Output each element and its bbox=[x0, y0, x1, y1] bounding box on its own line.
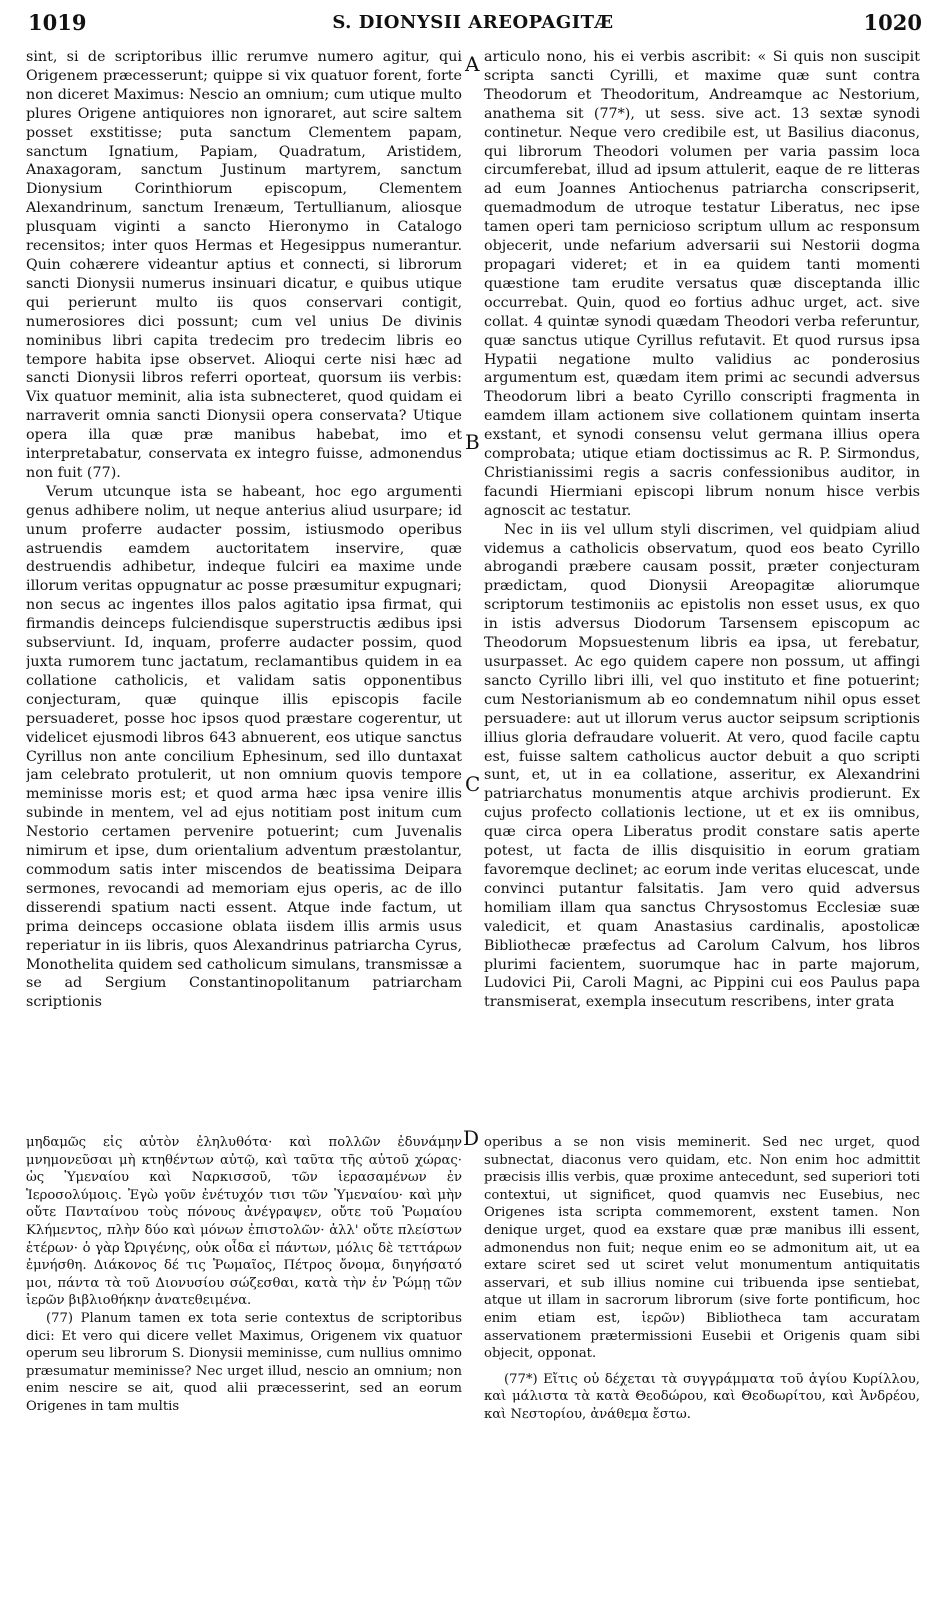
page-number-right: 1020 bbox=[863, 10, 922, 35]
greek-footnote-text: μηδαμῶς εἰς αὐτὸν ἐληλυθότα· καὶ πολλῶν ἐδυνάμην μνημονεῦσαι μὴ κτηθέντων αὐτῷ, καὶ ταῦτα τῆς αὐτοῦ χώρας· ὡς Ὑμεναίου καὶ Ναρκισσοῦ, τῶν ἱερασαμένων ἐν Ἱεροσολύμοις. Ἐγὼ γοῦν ἐνέτυχόν τισι τῶν Ὑμεναίου· καὶ μὴν οὔτε Πανταίνου τοὺς πόνους ἀνέγραψεν, οὔτε τοῦ Ῥωμαίου Κλήμεντος, πλὴν δύο καὶ μόνων ἐπιστολῶν· ἀλλ' οὔτε πλείστων ἑτέρων· ὁ γὰρ Ὠριγένης, οὐκ οἶδα εἰ πάντων, μόλις δὲ τεττάρων ἐμνήσθη. Διάκονος δέ τις Ῥωμαῖος, Πέτρος ὄνομα, διηγήσατό μοι, πάντα τὰ τοῦ Διονυσίου σώζεσθαι, κατὰ τὴν ἐν Ῥώμῃ τῶν ἱερῶν βιβλιοθήκην ἀνατεθειμένα. bbox=[26, 1135, 462, 1309]
running-title: S. DIONYSII AREOPAGITÆ bbox=[332, 12, 614, 33]
right-paragraph-2: Nec in iis vel ullum styli discrimen, vel quidpiam aliud videmus a catholicis observatum, quod eos beato Cyrillo abrogandi præbere causam possit, præter conjecturam prædictam, quod Dionysii Areopagitæ aliorumque scriptorum testimoniis ac epistolis non esset usus, ex quo in istis adversus Diodorum Tarsensem episcopum ac Theodorum Mopsuestenum libris ea ipsa, ut ferebatur, usurpasset. Ac ego quidem capere non possum, ut affingi sancto Cyrillo libri illi, vel quo instituto et fine potuerint; cum Nestorianismum ab eo condemnatum nihil opus esset persuadere: aut ut illorum verus auctor seipsum scriptionis illius gloria defraudare voluerit. At vero, quod facile captu est, fuisse saltem catholicus auctor debuit a quo scripti sunt, et, ut in ea collatione, asseritur, ex Alexandrini patriarchatus monumentis atque archivis prodierunt. Ex cujus profecto collationis lectione, ut et ex iis omnibus, quæ circa opera Liberatus prodit constare satis aperte potest, ut facta de illis disquisitio in eorum gratiam favoremque declinet; ac eorum inde veritas elucescat, unde convinci putantur falsitatis. Jam vero quid adversus homiliam illam qua sanctus Chrysostomus Ecclesiæ suæ valedicit, et quam Anastasius cardinalis, apostolicæ Bibliothecæ præfectus ad Carolum Calvum, hos libros plurimi facientem, suorumque hac in parte majorum, Ludovici Pii, Caroli Magni, ac Pippini cui eos Paulus papa transmiserat, exempla insecutum rescribens, inter grata bbox=[484, 521, 920, 1011]
left-paragraph-1: sint, si de scriptoribus illic rerumve numero agitur, qui Origenem præcesserunt; quippe si vix quatuor forent, forte non diceret Maximus: Nescio an omnium; cum utique multo plures Origene antiquiores non ignoraret, aut scire saltem posset exstitisse; puta sanctum Clementem papam, sanctum Ignatium, Papiam, Quadratum, Aristidem, Anaxagoram, sanctum Justinum martyrem, sanctum Dionysium Corinthiorum episcopum, Clementem Alexandrinum, sanctum Irenæum, Tertullianum, aliosque plusquam viginti a sancto Hieronymo in Catalogo recensitos; inter quos Hermas et Hegesippus numerantur. Quin cohærere videantur aptius et connecti, si librorum sancti Dionysii numerus insinuari dicatur, e quibus utique qui perierunt multo iis quos conservari contigit, numerosiores dici possunt; cum vel unius De divinis nominibus libri capita tredecim pro tredecim libris eo tempore habita ipse observet. Alioqui certe nisi hæc ad sancti Dionysii libros referri oporteat, quorsum iis verbis: Vix quatuor meminit, alia ista subnecteret, quod quidam ei narraverit omnia sancti Dionysii opera conservata? Utique opera illa quæ præ manibus habebat, imo et interpretabatur, conservata ex integro fuisse, admonendus non fuit (77). bbox=[26, 49, 462, 481]
margin-marker-b: B bbox=[465, 430, 480, 454]
right-column bbox=[484, 48, 920, 1126]
left-notes bbox=[26, 1134, 462, 1464]
page-header bbox=[0, 10, 946, 40]
margin-marker-c: C bbox=[465, 772, 481, 796]
right-paragraph-1: articulo nono, his ei verbis ascribit: « Si quis non suscipit scripta sancti Cyrilli, et maxime quæ sunt contra Theodorum et Theodoritum, Andreamque ac Nestorium, anathema sit (77*), ut sess. sive act. 13 sextæ synodi continetur. Neque vero credibile est, ut Basilius diaconus, qui librorum Theodori volumen per varia passim loca circumferebat, illud ad ipsum attulerit, eaque de re litteras ad eum Joannes Antiochenus patriarcha conscripserit, quemadmodum de utroque testatur Liberatus, nec ipse tamen operi tam pernicioso scriptum ullum ac responsum objecerit, unde nefarium adversarii sui Nestorii dogma propagari videret; et in ea quidem tanti momenti quæstione tam erudite versatus quæ disceptanda illic occurrebat. Quin, quod eo fortius adhuc urget, act. sive collat. 4 quintæ synodi quædam Theodori verba referuntur, quæ sanctus utique Cyrillus refutavit. Et quod rursus ipsa Hypatii negatione multo validius ac ponderosius argumentum est, quædam item primi ac secundi adversus Theodorum libri a beato Cyrillo conscripti fragmenta in eamdem illam actionem sive collationem quintam inserta exstant, et synodi consensu velut germana illius opera comprobata; utique etiam doctissimus ac R. P. Sirmondus, Christianissimi regis a sacris confessionibus auditor, in facundi Hiermiani episcopi librum nonum hisce verbis agnoscit ac testatur. bbox=[484, 49, 920, 519]
left-paragraph-2: Verum utcunque ista se habeant, hoc ego argumenti genus adhibere nolim, ut neque anterius aliud usurpare; id unum proferre audacter possim, istiusmodo operibus astruendis eamdem auctoritatem inservire, quæ destruendis adhibetur, indeque fulciri ea maxime unde illorum veritas oppugnatur ac posse præsumitur expugnari; non secus ac ingentes illos palos agitatio ipsa firmat, qui firmandis deinceps fulciendisque superstructis ædibus ipsi subserviunt. Id, inquam, proferre audacter possim, quod juxta rumorem tunc jactatum, reclamantibus quidem in ea collatione catholicis, et validam satis opponentibus conjecturam, quæ quinque illis episcopis facile persuaderet, posse hoc ipsos quod præstare cogerentur, ut videlicet ejusmodi libros 643 abnuerent, eos utique sanctus Cyrillus non ante concilium Ephesinum, sed illo duntaxat jam celebrato protulerit, ut non omnium quovis tempore meminisse moris est; et quod arma hæc ipsa venire illis subinde in mentem, vel ad ejus notitiam post initum cum Nestorio certamen pervenire potuerint; cum Juvenalis nimirum et ipse, dum orientalium adventum præstolantur, commodum satis inter miscendos de beatissima Deipara sermones, revocandi ad memoriam ejus operis, ac de illo disserendi spatium nacti essent. Atque inde factum, ut prima deinceps occasione oblata iisdem illis armis usus reperiatur in iis libris, quos Alexandrinus patriarcha Cyrus, Monothelita quidem sed catholicum simulans, transmissæ a se ad Sergium Constantinopolitanum patriarcham scriptionis bbox=[26, 483, 462, 1011]
page-number-left: 1019 bbox=[28, 10, 87, 35]
footnote-77-star: (77*) Εἴτις οὐ δέχεται τὰ συγγράμματα τοῦ ἁγίου Κυρίλλου, καὶ μάλιστα τὰ κατὰ Θεοδώρου, καὶ Θεοδωρίτου, καὶ Ἀνδρέου, καὶ Νεστορίου, ἀνάθεμα ἔστω. bbox=[484, 1371, 920, 1422]
right-notes bbox=[484, 1134, 920, 1584]
left-column bbox=[26, 48, 462, 1126]
footnote-77: (77) Planum tamen ex tota serie contextus de scriptoribus dici: Et vero qui dicere vellet Maximus, Origenem vix quatuor operum seu librorum S. Dionysii meminisse, cum nullius omnimo præsumatur meminisse? Nec urget illud, nescio an omnium; non enim nescire se ait, quod alii præcesserint, sed an eorum Origenes in tam multis bbox=[26, 1310, 462, 1414]
footnote-77-continued: operibus a se non visis meminerit. Sed nec urget, quod subnectat, diaconus vero quidam, etc. Non enim hoc admittit præcisis illis verbis, quæ proxime antecedunt, sed superiori toti contextui, ut significet, quod quamvis nec Eusebius, nec Origenes ista scripta commemorent, exstent tamen. Non denique urget, quod ea exstare quæ præ manibus illi essent, admonendus non fuit; neque enim eo se admonitum ait, ut ea extare sciret sed ut sciret velut monumentum antiquitatis asservari, et sub illius nomine cui tribuenda ipse sentiebat, atque ut illam in sacrorum librorum (sive forte pontificum, hoc enim etiam est, ἱερῶν) Bibliotheca tam accuratam asservationem prætermissioni Eusebii et Origenis quam sibi objecit, opponat. bbox=[484, 1135, 920, 1362]
margin-marker-a: A bbox=[465, 52, 480, 76]
margin-marker-d: D bbox=[463, 1126, 480, 1150]
